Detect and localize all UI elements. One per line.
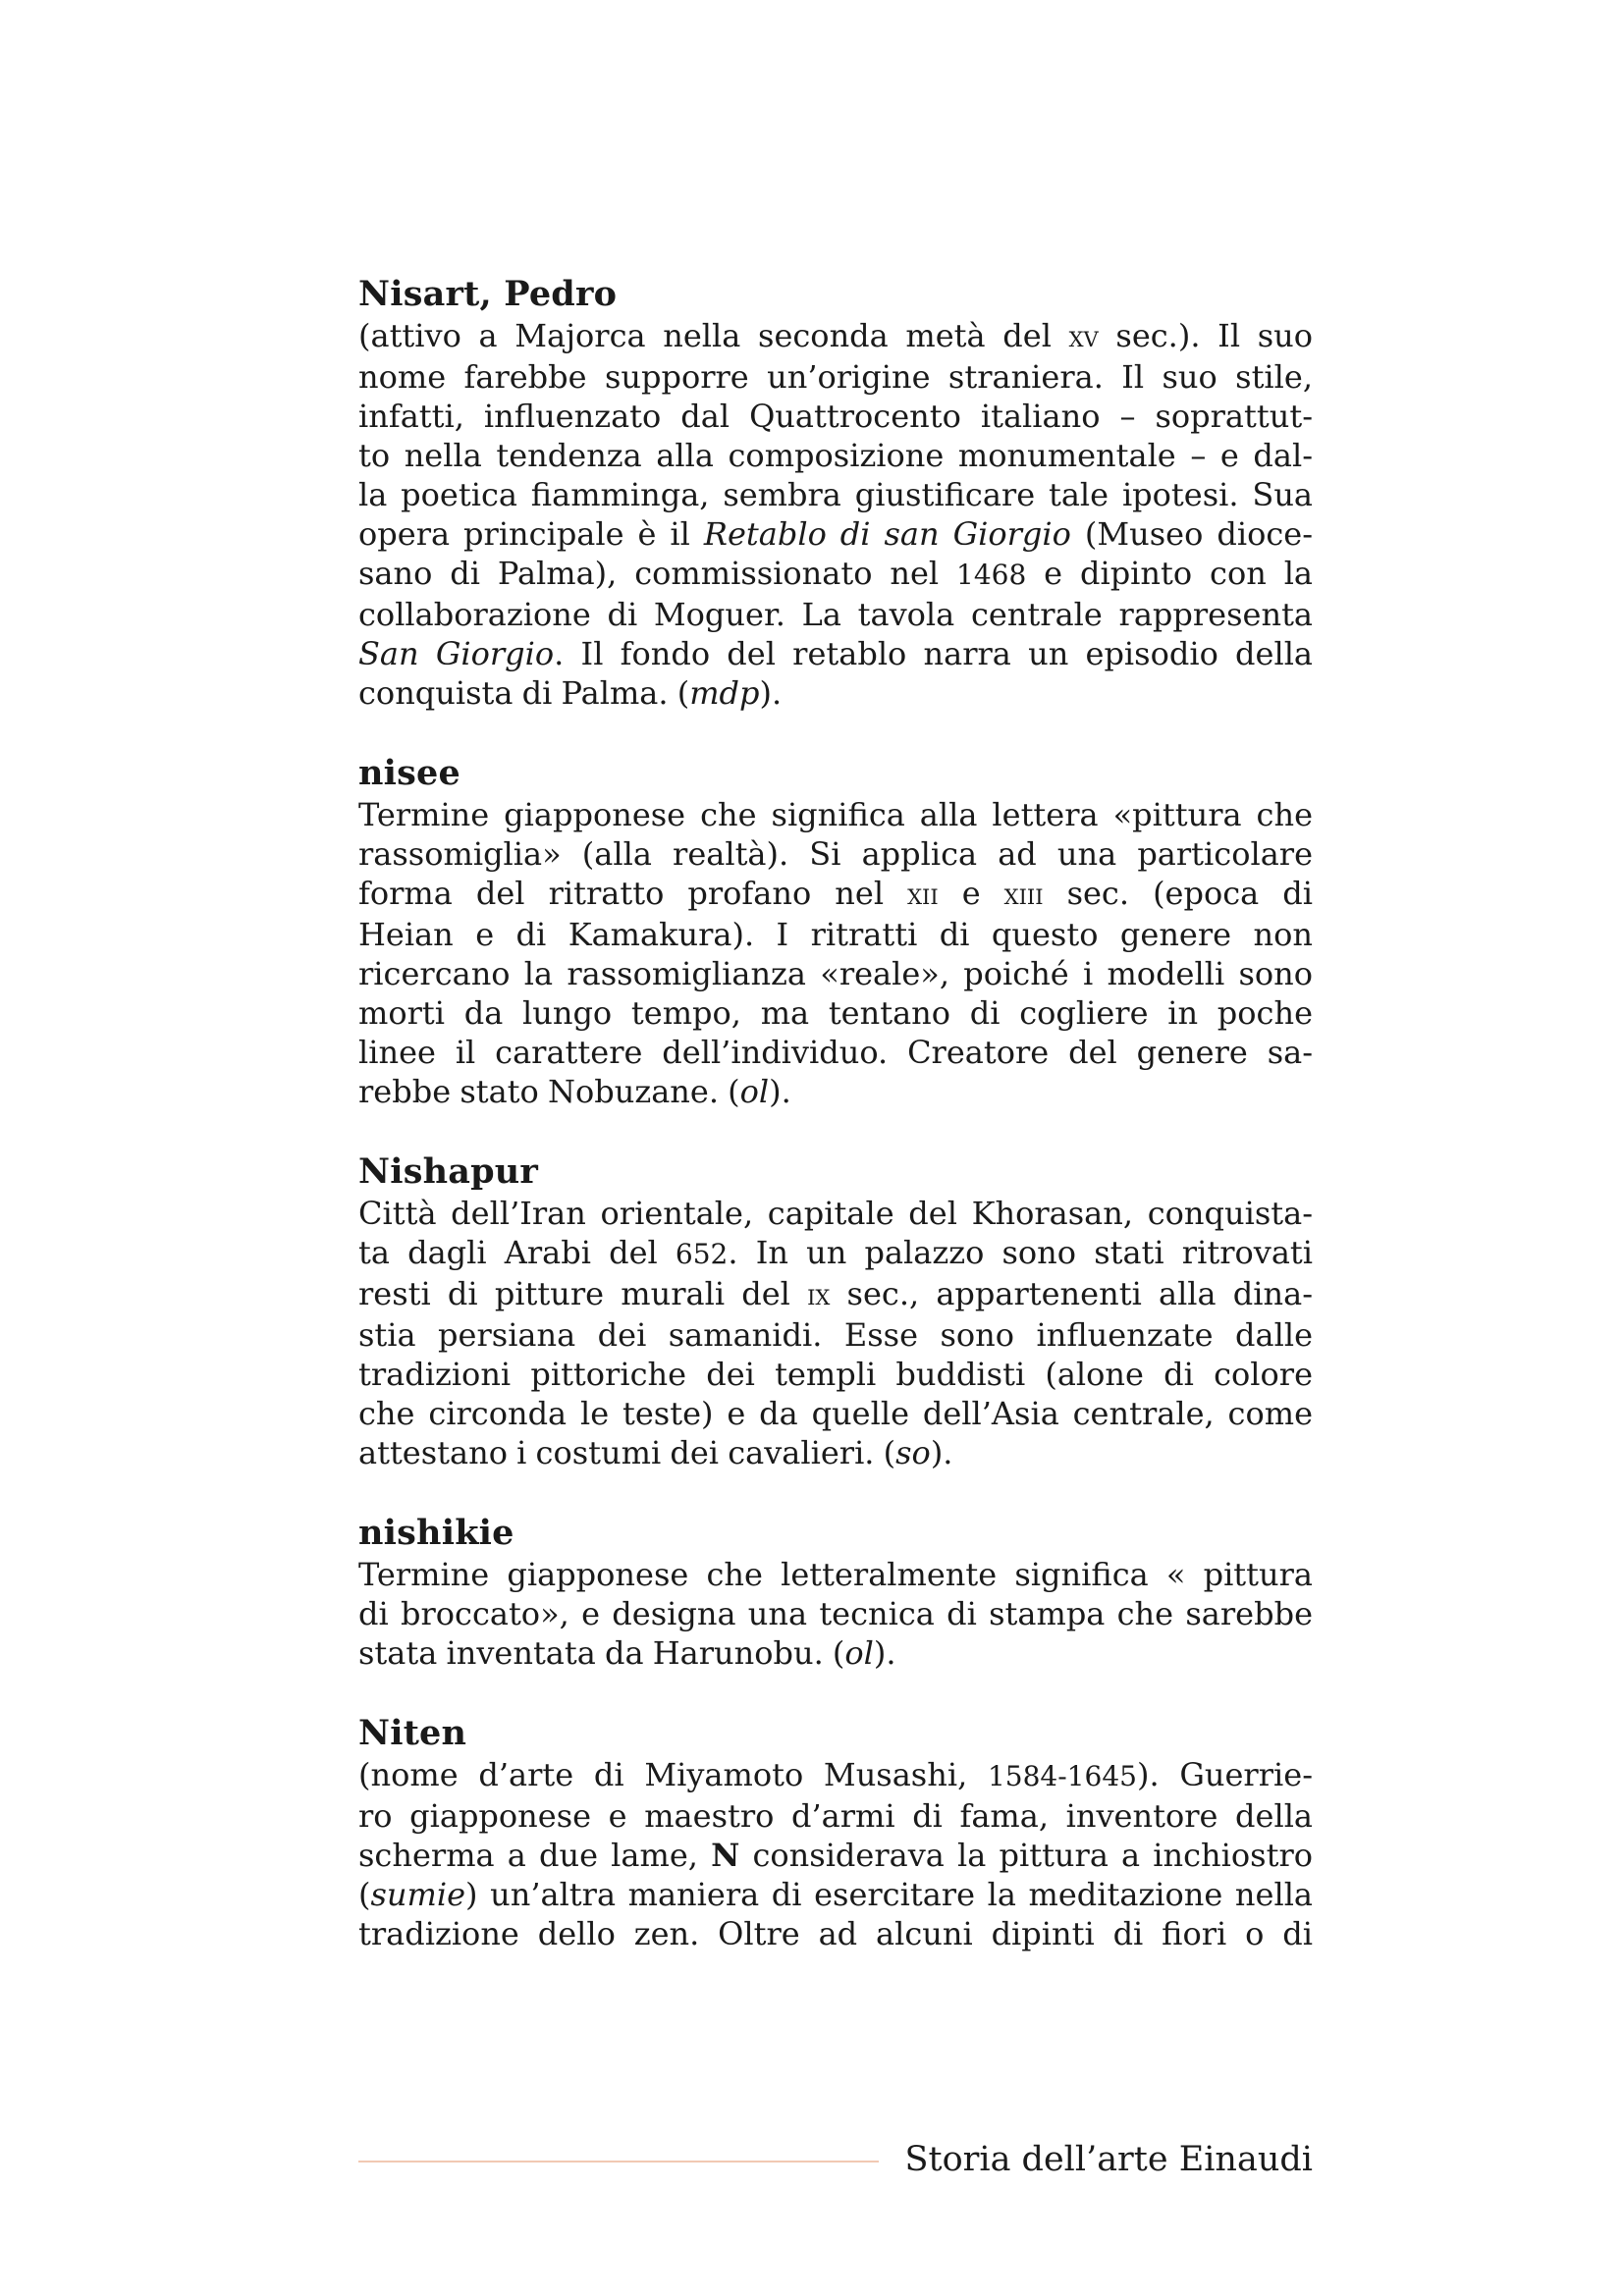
entry-text-line: morti da lungo tempo, ma tentano di cogliere in poche: [358, 994, 1313, 1032]
entry-text-line: ro giapponese e maestro d’armi di fama, inventore della: [358, 1797, 1313, 1835]
entry-body: [358, 1755, 1313, 1953]
entry-headword: Niten: [358, 1713, 467, 1753]
entry-text-line: Termine giapponese che letteralmente significa « pittura: [358, 1556, 1313, 1593]
entry-text-line: nome farebbe supporre un’origine straniera. Il suo stile,: [358, 358, 1313, 396]
entry-text-line: tradizioni pittoriche dei templi buddisti (alone di colore: [358, 1356, 1313, 1393]
entry-text-line: opera principale è il Retablo di san Giorgio (Museo dioce-: [358, 515, 1314, 553]
entry-text-line: San Giorgio. Il fondo del retablo narra un episodio della: [358, 635, 1314, 672]
dictionary-entry: [358, 752, 1313, 1111]
entry-text-line: infatti, influenzato dal Quattrocento italiano – soprattut-: [358, 398, 1313, 435]
entry-headword: nisee: [358, 753, 460, 793]
page-footer: [358, 2138, 1313, 2181]
footer-title: Storia dell’arte Einaudi: [904, 2140, 1313, 2179]
dictionary-entry: [358, 273, 1313, 713]
entry-text-line: (attivo a Majorca nella seconda metà del xv sec.). Il suo: [358, 317, 1314, 354]
entry-text-line: scherma a due lame, N considerava la pittura a inchiostro: [358, 1837, 1314, 1874]
entry-text-line: Termine giapponese che significa alla lettera «pittura che: [358, 796, 1313, 833]
entry-headword: Nishapur: [358, 1151, 539, 1192]
entry-body: [358, 1194, 1313, 1472]
entry-text-line: rassomiglia» (alla realtà). Si applica ad una particolare: [358, 835, 1313, 873]
entry-text-line: Heian e di Kamakura). I ritratti di questo genere non: [358, 916, 1313, 953]
entry-text-line: ta dagli Arabi del 652. In un palazzo sono stati ritrovati: [358, 1234, 1314, 1271]
footer-rule: [358, 2161, 879, 2163]
entry-text-line: tradizione dello zen. Oltre ad alcuni dipinti di fiori o di: [358, 1915, 1313, 1952]
entry-text-line: resti di pitture murali del ix sec., appartenenti alla dina-: [358, 1275, 1314, 1312]
dictionary-entry: [358, 1512, 1313, 1673]
entry-body: [358, 795, 1313, 1111]
entry-text-line: rebbe stato Nobuzane. (ol).: [358, 1073, 791, 1110]
entry-text-line: Città dell’Iran orientale, capitale del Khorasan, conquista-: [358, 1195, 1313, 1232]
entry-text-line: di broccato», e designa una tecnica di stampa che sarebbe: [358, 1595, 1313, 1632]
entry-text-line: to nella tendenza alla composizione monumentale – e dal-: [358, 437, 1313, 474]
entry-headword: nishikie: [358, 1513, 514, 1553]
entry-text-line: la poetica fiamminga, sembra giustificare tale ipotesi. Sua: [358, 476, 1313, 513]
entry-text-line: collaborazione di Moguer. La tavola centrale rappresenta: [358, 596, 1313, 633]
entry-body: [358, 1555, 1313, 1673]
entry-text-line: che circonda le teste) e da quelle dell’Asia centrale, come: [358, 1395, 1313, 1432]
entry-text-line: linee il carattere dell’individuo. Creatore del genere sa-: [358, 1034, 1313, 1071]
entry-text-line: sano di Palma), commissionato nel 1468 e dipinto con la: [358, 555, 1314, 592]
entry-body: [358, 316, 1313, 713]
entry-text-line: (nome d’arte di Miyamoto Musashi, 1584-1645). Guerrie-: [358, 1756, 1314, 1793]
entry-text-line: conquista di Palma. (mdp).: [358, 674, 783, 712]
dictionary-entry: [358, 1150, 1313, 1472]
entry-headword: Nisart, Pedro: [358, 274, 618, 314]
entry-text-line: (sumie) un’altra maniera di esercitare la meditazione nella: [358, 1876, 1313, 1913]
entry-text-line: forma del ritratto profano nel xii e xiii sec. (epoca di: [358, 875, 1313, 912]
entry-text-line: stia persiana dei samanidi. Esse sono influenzate dalle: [358, 1316, 1313, 1354]
entry-text-line: attestano i costumi dei cavalieri. (so).: [358, 1434, 953, 1471]
entry-text-line: ricercano la rassomiglianza «reale», poiché i modelli sono: [358, 955, 1313, 992]
dictionary-entry: [358, 1712, 1313, 1953]
entry-text-line: stata inventata da Harunobu. (ol).: [358, 1634, 896, 1672]
dictionary-entries: [358, 273, 1313, 1993]
